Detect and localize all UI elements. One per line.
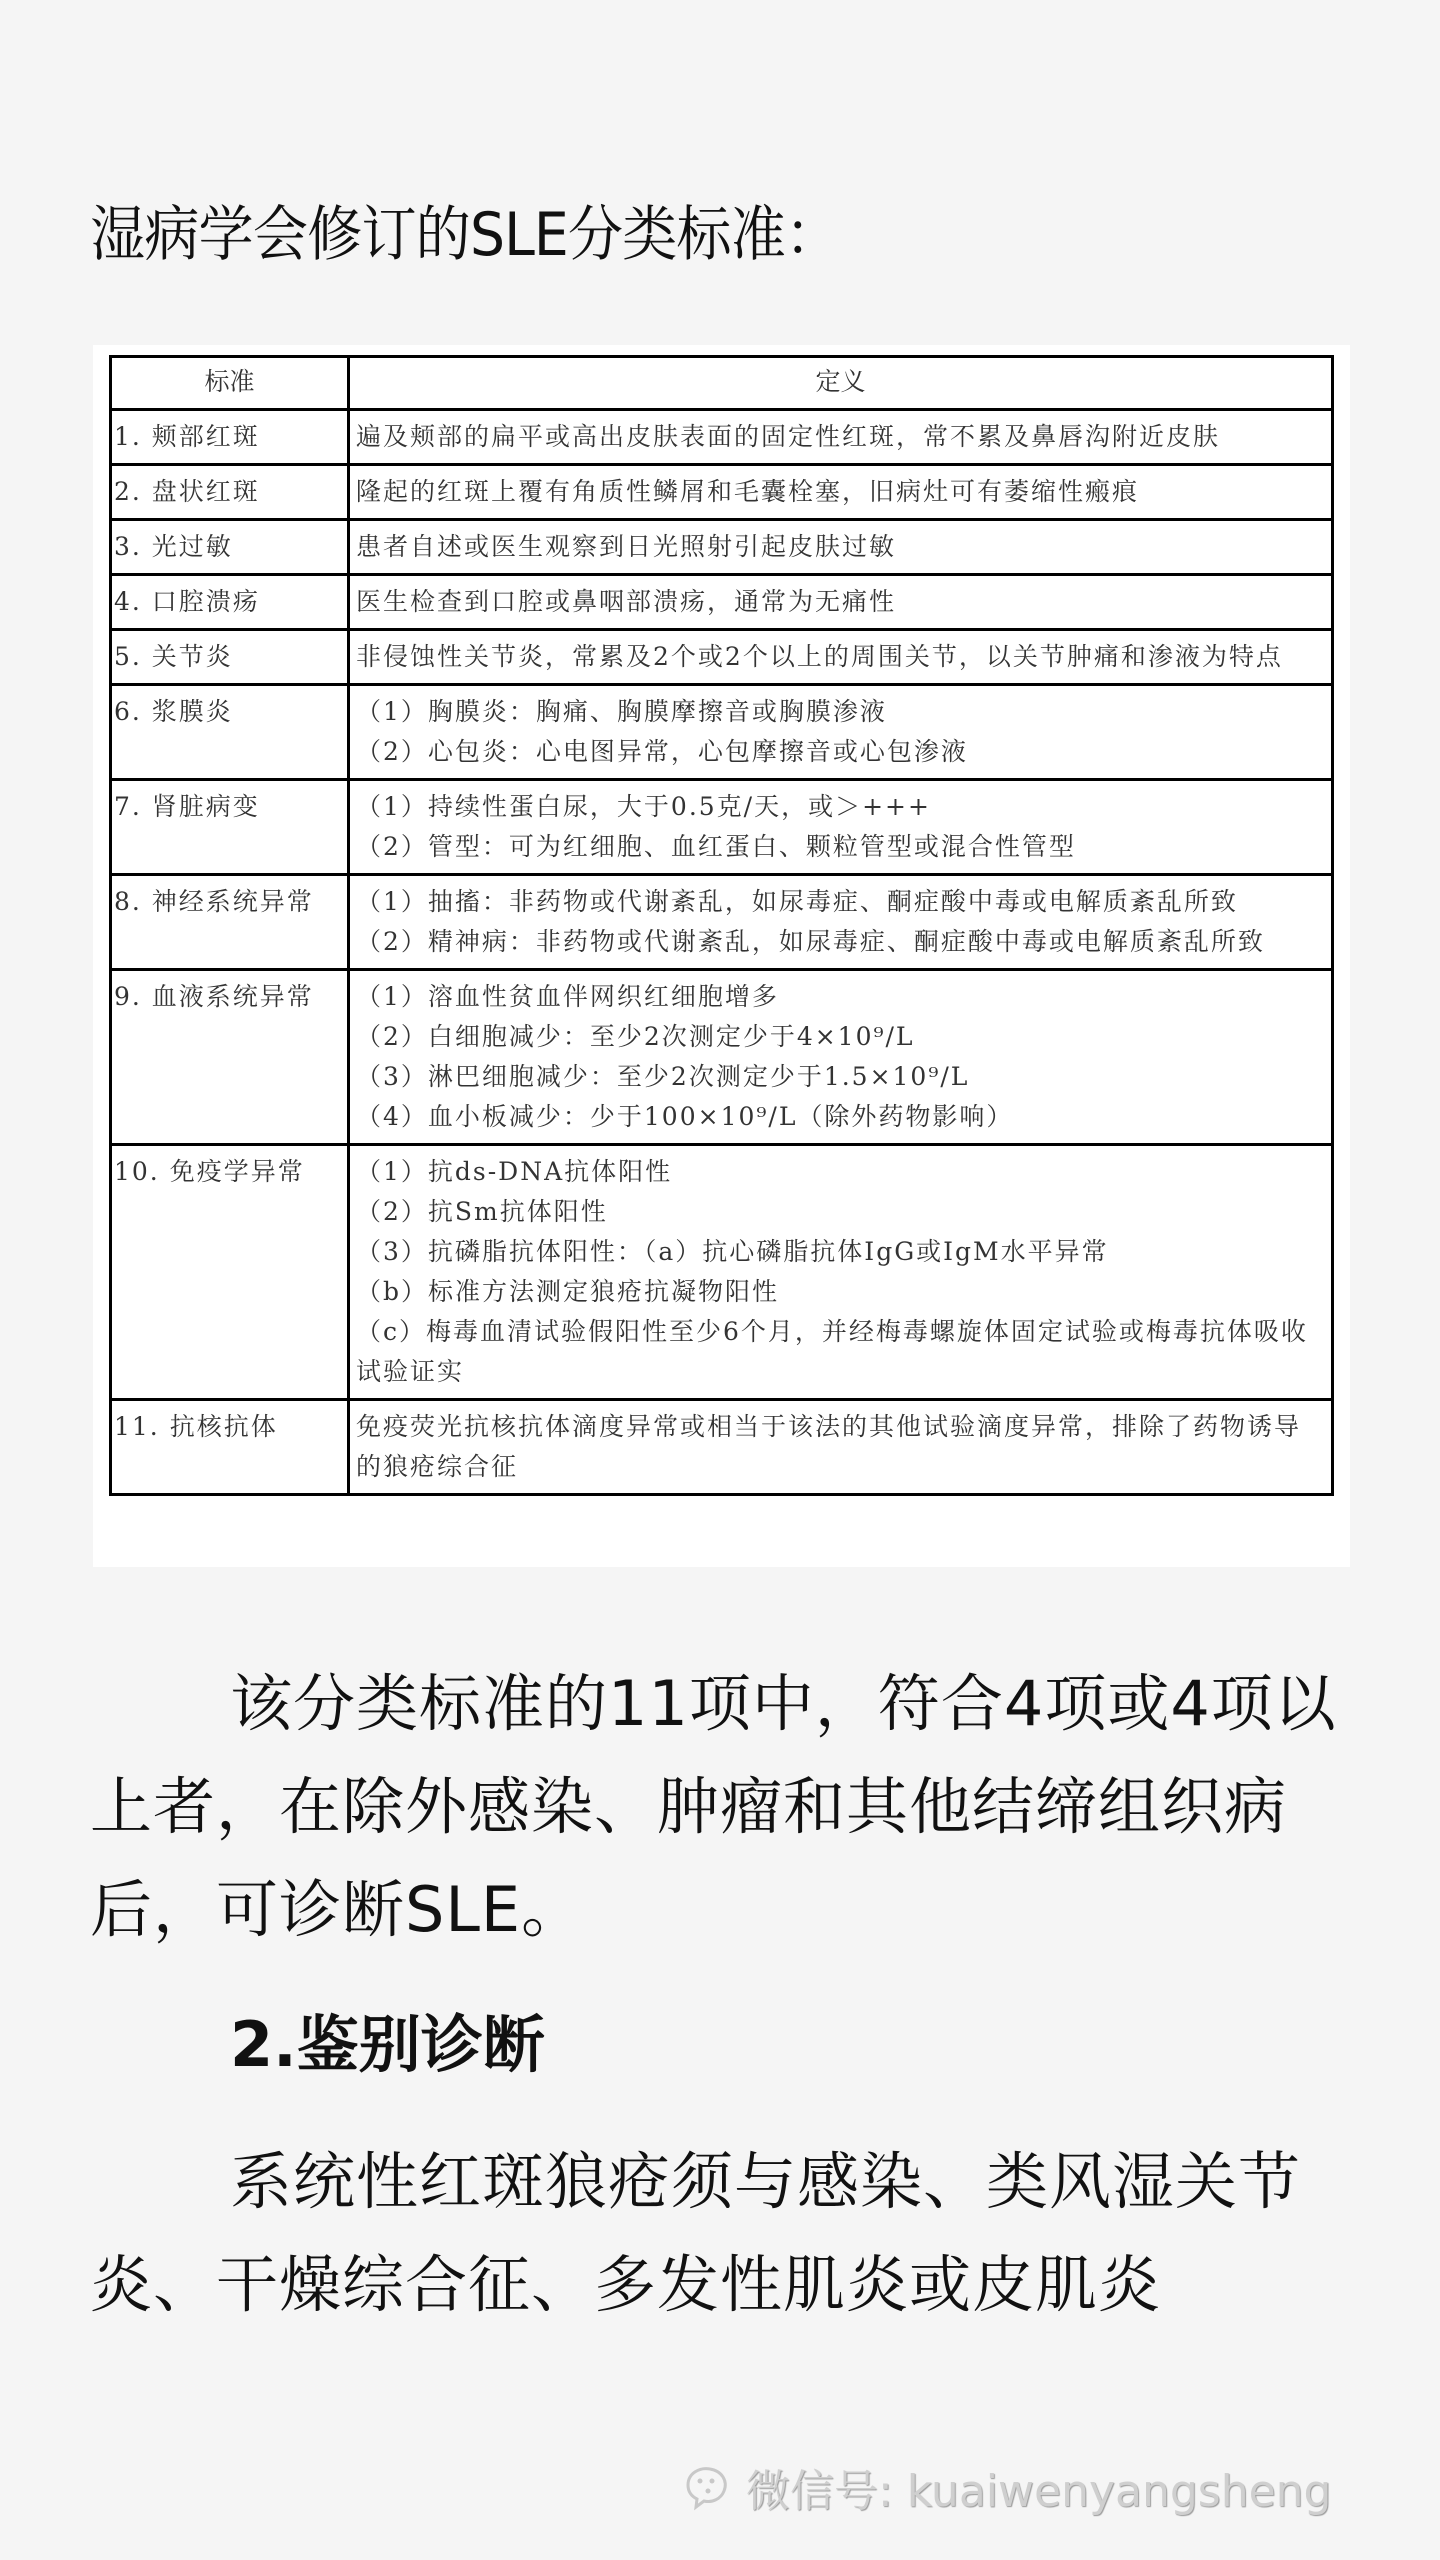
definition-cell bbox=[349, 685, 1333, 780]
definition-line: （1）溶血性贫血伴网织红细胞增多 bbox=[356, 982, 779, 1011]
column-header-definition: 定义 bbox=[349, 357, 1333, 410]
definition-line: （3）淋巴细胞减少：至少2次测定少于1.5×10⁹/L bbox=[356, 1062, 970, 1091]
table-header-row bbox=[111, 357, 1333, 410]
table-row bbox=[111, 630, 1333, 685]
definition-line: （c）梅毒血清试验假阳性至少6个月，并经梅毒螺旋体固定试验或梅毒抗体吸收试验证实 bbox=[356, 1317, 1308, 1386]
definition-cell bbox=[349, 630, 1333, 685]
criterion-cell: 8. 神经系统异常 bbox=[111, 875, 349, 970]
definition-line: （4）血小板减少：少于100×10⁹/L（除外药物影响） bbox=[356, 1102, 1014, 1131]
definition-cell bbox=[349, 875, 1333, 970]
table-row bbox=[111, 970, 1333, 1145]
watermark-text: 微信号: kuaiwenyangsheng bbox=[746, 2466, 1332, 2517]
definition-line: （1）胸膜炎：胸痛、胸膜摩擦音或胸膜渗液 bbox=[356, 697, 887, 726]
table-row bbox=[111, 780, 1333, 875]
page-title: 湿病学会修订的SLE分类标准： bbox=[90, 200, 840, 270]
definition-line: （2）白细胞减少：至少2次测定少于4×10⁹/L bbox=[356, 1022, 915, 1051]
criterion-cell: 3. 光过敏 bbox=[111, 520, 349, 575]
table-row bbox=[111, 410, 1333, 465]
definition-cell bbox=[349, 1400, 1333, 1495]
table-row bbox=[111, 875, 1333, 970]
criterion-cell: 11. 抗核抗体 bbox=[111, 1400, 349, 1495]
definition-line: （1）抽搐：非药物或代谢紊乱，如尿毒症、酮症酸中毒或电解质紊乱所致 bbox=[356, 887, 1238, 916]
definition-line: 医生检查到口腔或鼻咽部溃疡，通常为无痛性 bbox=[356, 587, 897, 616]
definition-line: （b）标准方法测定狼疮抗凝物阳性 bbox=[356, 1277, 780, 1306]
definition-line: 非侵蚀性关节炎，常累及2个或2个以上的周围关节，以关节肿痛和渗液为特点 bbox=[356, 642, 1283, 671]
paragraph-differential bbox=[90, 2130, 1352, 2336]
wechat-watermark bbox=[680, 2455, 1331, 2519]
definition-line: （3）抗磷脂抗体阳性：（a）抗心磷脂抗体IgG或IgM水平异常 bbox=[356, 1237, 1109, 1266]
criterion-cell: 2. 盘状红斑 bbox=[111, 465, 349, 520]
paragraph-text: 该分类标准的11项中，符合4项或4项以上者，在除外感染、肿瘤和其他结缔组织病后，可诊断SLE。 bbox=[90, 1667, 1337, 1946]
definition-line: （2）抗Sm抗体阳性 bbox=[356, 1197, 608, 1226]
definition-line: （2）精神病：非药物或代谢紊乱，如尿毒症、酮症酸中毒或电解质紊乱所致 bbox=[356, 927, 1265, 956]
definition-line: （1）持续性蛋白尿，大于0.5克/天，或＞+++ bbox=[356, 792, 931, 821]
criterion-cell: 1. 颊部红斑 bbox=[111, 410, 349, 465]
criterion-cell: 5. 关节炎 bbox=[111, 630, 349, 685]
definition-line: 隆起的红斑上覆有角质性鳞屑和毛囊栓塞，旧病灶可有萎缩性瘢痕 bbox=[356, 477, 1140, 506]
definition-line: （2）心包炎：心电图异常，心包摩擦音或心包渗液 bbox=[356, 737, 968, 766]
column-header-criterion: 标准 bbox=[111, 357, 349, 410]
criterion-cell: 9. 血液系统异常 bbox=[111, 970, 349, 1145]
table-row bbox=[111, 575, 1333, 630]
definition-line: 免疫荧光抗核抗体滴度异常或相当于该法的其他试验滴度异常，排除了药物诱导的狼疮综合征 bbox=[356, 1412, 1302, 1481]
criterion-cell: 6. 浆膜炎 bbox=[111, 685, 349, 780]
wechat-icon bbox=[680, 2459, 736, 2515]
definition-line: 患者自述或医生观察到日光照射引起皮肤过敏 bbox=[356, 532, 897, 561]
table-row bbox=[111, 1145, 1333, 1400]
table-row bbox=[111, 685, 1333, 780]
sle-criteria-table bbox=[109, 355, 1334, 1496]
definition-line: （1）抗ds-DNA抗体阳性 bbox=[356, 1157, 673, 1186]
definition-line: 遍及颊部的扁平或高出皮肤表面的固定性红斑，常不累及鼻唇沟附近皮肤 bbox=[356, 422, 1221, 451]
definition-cell bbox=[349, 410, 1333, 465]
table-row bbox=[111, 520, 1333, 575]
definition-cell bbox=[349, 575, 1333, 630]
section-heading-differential: 2.鉴别诊断 bbox=[230, 2008, 545, 2081]
paragraph-text: 系统性红斑狼疮须与感染、类风湿关节炎、干燥综合征、多发性肌炎或皮肌炎 bbox=[90, 2145, 1302, 2321]
criterion-cell: 4. 口腔溃疡 bbox=[111, 575, 349, 630]
table-row bbox=[111, 465, 1333, 520]
definition-cell bbox=[349, 520, 1333, 575]
definition-cell bbox=[349, 970, 1333, 1145]
definition-cell bbox=[349, 465, 1333, 520]
criterion-cell: 7. 肾脏病变 bbox=[111, 780, 349, 875]
table-row bbox=[111, 1400, 1333, 1495]
criterion-cell: 10. 免疫学异常 bbox=[111, 1145, 349, 1400]
definition-cell bbox=[349, 1145, 1333, 1400]
criteria-table-image bbox=[93, 345, 1350, 1567]
paragraph-diagnosis-rule bbox=[90, 1652, 1352, 1961]
definition-line: （2）管型：可为红细胞、血红蛋白、颗粒管型或混合性管型 bbox=[356, 832, 1076, 861]
definition-cell bbox=[349, 780, 1333, 875]
